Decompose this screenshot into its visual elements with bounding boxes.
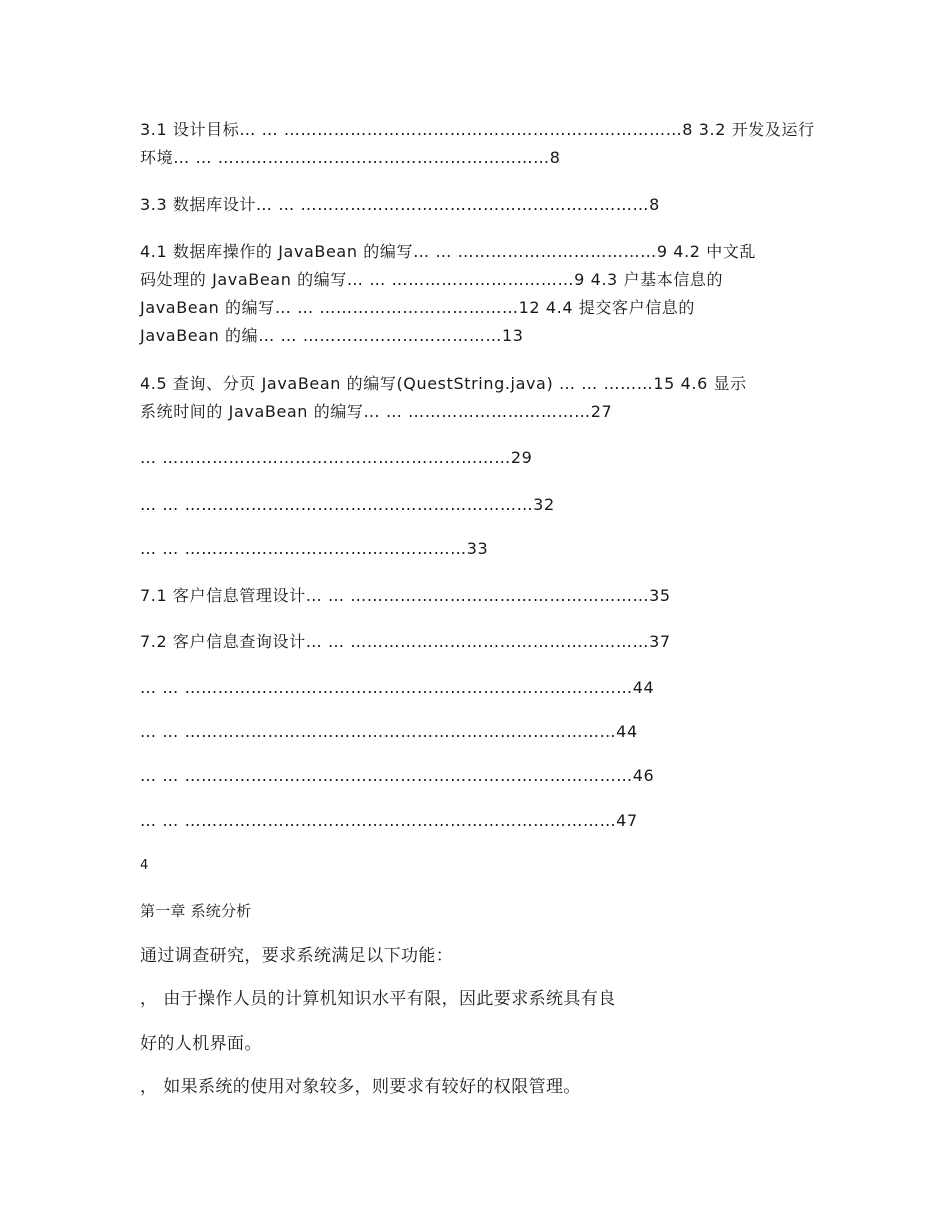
toc-line: … … ………………………………………………………………………46 bbox=[140, 766, 655, 785]
toc-line: JavaBean 的编写… … ………………………………12 4.4 提交客户信息的 bbox=[140, 298, 695, 317]
body-paragraph: ， 如果系统的使用对象较多，则要求有较好的权限管理。 bbox=[140, 1077, 581, 1097]
toc-line: JavaBean 的编… … ………………………………13 bbox=[140, 326, 524, 345]
toc-line: 3.1 设计目标… … ………………………………………………………………8 3.2 开发及运行 bbox=[140, 120, 815, 139]
body-paragraph: 好的人机界面。 bbox=[140, 1034, 262, 1054]
toc-line: 系统时间的 JavaBean 的编写… … ……………………………27 bbox=[140, 402, 613, 421]
chapter-title: 第一章 系统分析 bbox=[140, 902, 252, 920]
body-paragraph: 通过调查研究，要求系统满足以下功能： bbox=[140, 946, 454, 966]
toc-line: 4.1 数据库操作的 JavaBean 的编写… … ………………………………9 4.2 中文乱 bbox=[140, 242, 757, 261]
toc-line: … … ……………………………………………33 bbox=[140, 539, 489, 558]
page-number: 4 bbox=[140, 858, 149, 873]
toc-line: … ………………………………………………………29 bbox=[140, 448, 533, 467]
toc-line: … … ……………………………………………………………………47 bbox=[140, 811, 638, 830]
toc-line: … … ………………………………………………………32 bbox=[140, 495, 555, 514]
toc-line: 环境… … ……………………………………………………8 bbox=[140, 148, 561, 167]
toc-line: … … ……………………………………………………………………44 bbox=[140, 722, 638, 741]
toc-line: 码处理的 JavaBean 的编写… … ……………………………9 4.3 户基本信息的 bbox=[140, 270, 724, 289]
toc-line: 4.5 查询、分页 JavaBean 的编写(QuestString.java) … … ………15 4.6 显示 bbox=[140, 374, 747, 393]
toc-line: 7.2 客户信息查询设计… … ………………………………………………37 bbox=[140, 632, 671, 651]
toc-line: … … ………………………………………………………………………44 bbox=[140, 678, 655, 697]
toc-line: 7.1 客户信息管理设计… … ………………………………………………35 bbox=[140, 586, 671, 605]
toc-line: 3.3 数据库设计… … ………………………………………………………8 bbox=[140, 195, 660, 214]
body-paragraph: ， 由于操作人员的计算机知识水平有限，因此要求系统具有良 bbox=[140, 989, 616, 1009]
